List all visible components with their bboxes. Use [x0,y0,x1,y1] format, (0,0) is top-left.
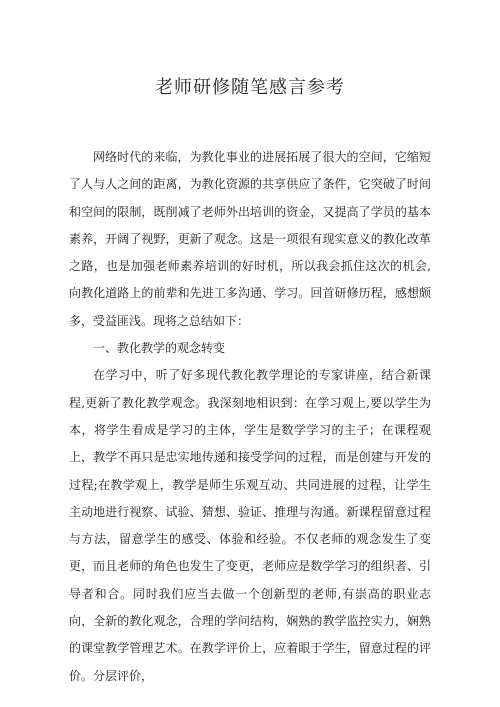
paragraph-intro: 网络时代的来临，为教化事业的进展拓展了很大的空间，它缩短了人与人之间的距离，为教化资源的共享供应了条件，它突破了时间和空间的限制，既削减了老师外出培训的资金，又提高了学员的基本素养，开阔了视野，更新了观念。这是一项很有现实意义的教化改革之路，也是加强老师素养培训的好时机，所以我会抓住这次的机会,向教化道路上的前辈和先进工多沟通、学习。回首研修历程，感想颇多，受益匪浅。现将之总结如下： [69,150,431,328]
paragraph-section-1: 在学习中，听了好多现代教化教学理论的专家讲座，结合新课程,更新了教化教学观念。我深刻地相识到：在学习观上,要以学生为本，将学生看成是学习的主体，学生是数学学习的主子；在课程观上，教学不再只是忠实地传递和接受学问的过程，而是创建与开发的过程;在教学观上，教学是师生乐观互动、共同进展的过程，让学生主动地进行视察、试验、猜想、验证、推理与沟通。新课程留意过程与方法，留意学生的感受、体验和经验。不仅老师的观念发生了变更，而且老师的角色也发生了变更，老师应是数学学习的组织者、引导者和合。同时我们应当去做一个创新型的老师,有崇高的职业志向，全新的教化观念，合理的学问结构，娴熟的教学监控实力，娴熟的课堂教学管理艺术。在教学评价上，应着眼于学生，留意过程的评价。分层评价， [69,368,431,683]
page-title: 老师研修随笔感言参考 [155,77,345,98]
document-body [69,144,431,690]
section-heading: 一、教化教学的观念转变 [93,341,226,356]
